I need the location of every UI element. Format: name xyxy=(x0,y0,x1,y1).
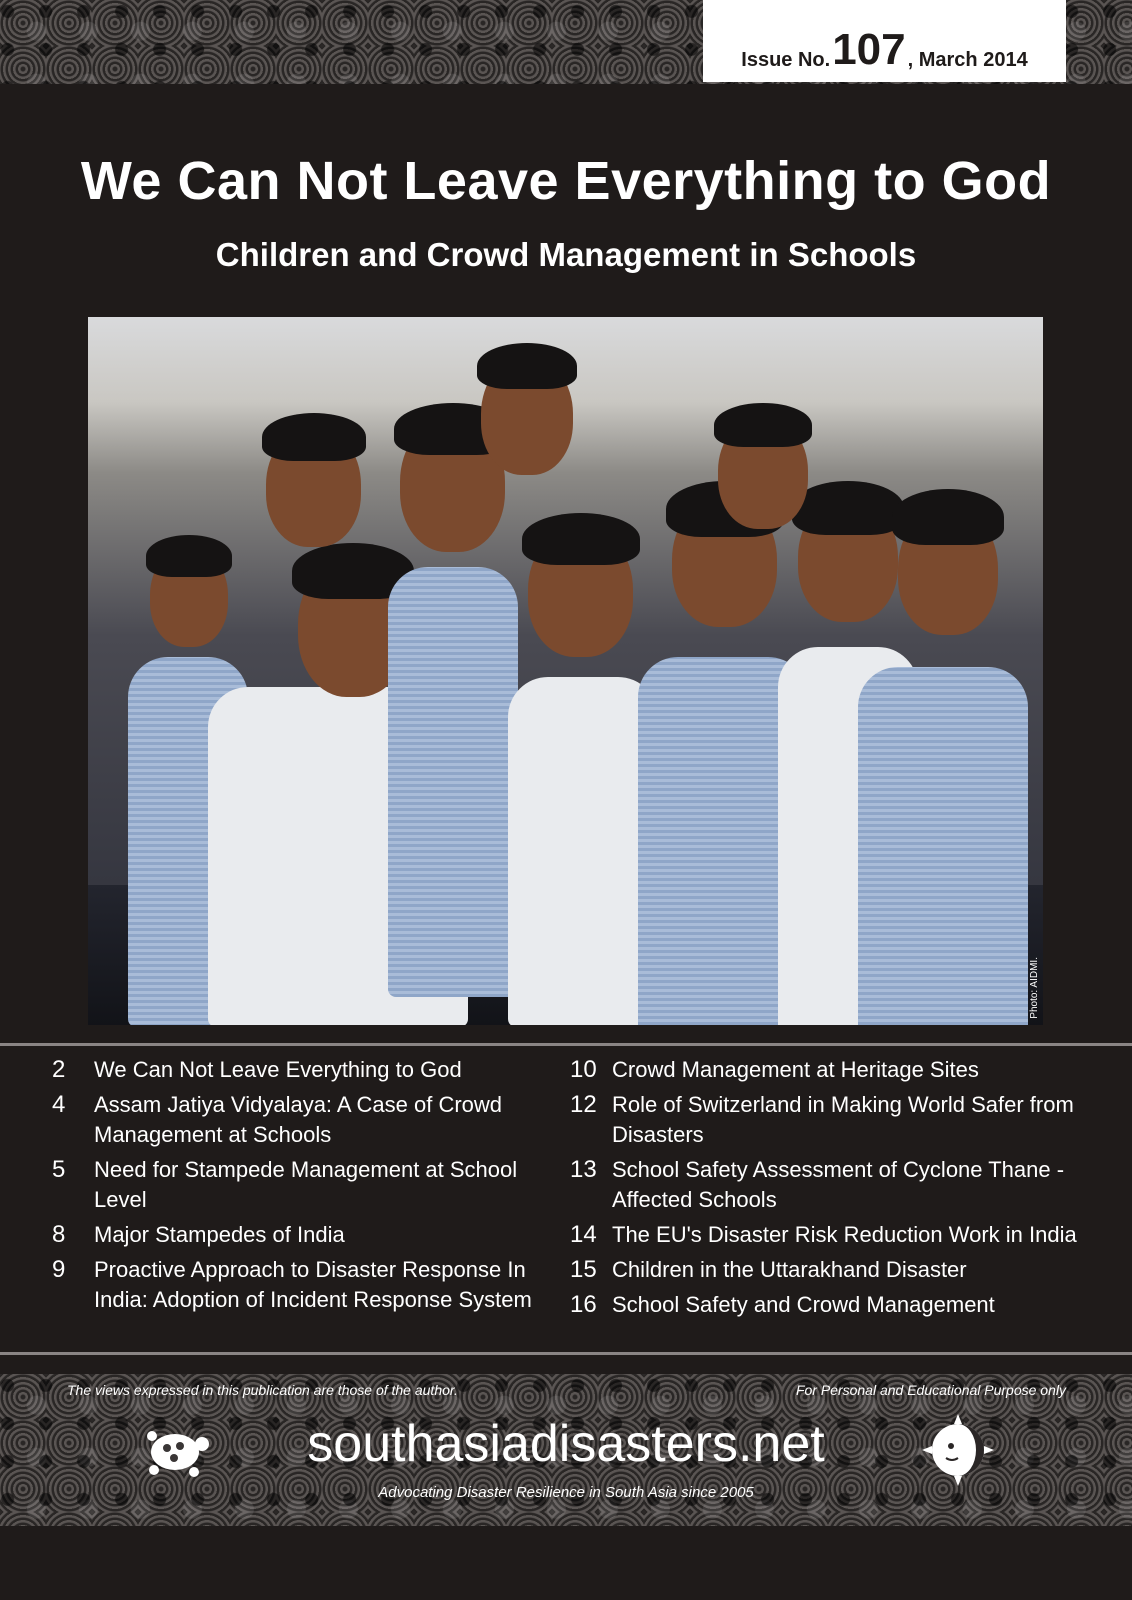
toc-page-number: 14 xyxy=(570,1221,597,1248)
toc-page-number: 5 xyxy=(52,1156,66,1183)
toc-title: Children in the Uttarakhand Disaster xyxy=(612,1257,967,1282)
toc-title: School Safety Assessment of Cyclone Thane - Affected Schools xyxy=(612,1157,1065,1212)
toc-page-number: 4 xyxy=(52,1091,66,1118)
toc-page-number: 16 xyxy=(570,1291,597,1318)
toc-title: We Can Not Leave Everything to God xyxy=(94,1057,462,1082)
toc-item[interactable] xyxy=(52,1255,552,1315)
toc-bottom-divider xyxy=(0,1352,1132,1355)
sun-face-logo-icon xyxy=(920,1412,996,1488)
toc-title: Assam Jatiya Vidyalaya: A Case of Crowd Management at Schools xyxy=(94,1092,503,1147)
toc-left-column xyxy=(52,1055,552,1320)
cover-subtitle: Children and Crowd Management in Schools xyxy=(215,236,917,273)
issue-number: 107 xyxy=(832,25,906,74)
toc-title: School Safety and Crowd Management xyxy=(612,1292,995,1317)
toc-item[interactable] xyxy=(570,1055,1090,1085)
toc-page-number: 12 xyxy=(570,1091,597,1118)
toc-item[interactable] xyxy=(52,1155,552,1215)
toc-title: Major Stampedes of India xyxy=(94,1222,345,1247)
toc-page-number: 13 xyxy=(570,1156,597,1183)
footer-band xyxy=(0,1374,1132,1526)
toc-top-divider xyxy=(0,1043,1132,1046)
toc-item[interactable] xyxy=(570,1290,1090,1320)
toc-title: Role of Switzerland in Making World Safer from Disasters xyxy=(612,1092,1074,1147)
toc-title: Proactive Approach to Disaster Response In India: Adoption of Incident Response System xyxy=(94,1257,532,1312)
toc-title: Need for Stampede Management at School Level xyxy=(94,1157,518,1212)
issue-prefix: Issue No. xyxy=(741,49,831,71)
toc-item[interactable] xyxy=(570,1090,1090,1150)
toc-title: The EU's Disaster Risk Reduction Work in India xyxy=(612,1222,1077,1247)
toc-item[interactable] xyxy=(52,1090,552,1150)
site-tagline: Advocating Disaster Resilience in South Asia since 2005 xyxy=(378,1484,754,1501)
toc-item[interactable] xyxy=(52,1055,552,1085)
toc-page-number: 2 xyxy=(52,1056,66,1083)
views-disclaimer: The views expressed in this publication are those of the author. xyxy=(67,1382,458,1398)
cover-photo xyxy=(88,317,1043,1025)
toc-item[interactable] xyxy=(570,1155,1090,1215)
toc-item[interactable] xyxy=(570,1255,1090,1285)
toc-page-number: 9 xyxy=(52,1256,66,1283)
toc-item[interactable] xyxy=(570,1220,1090,1250)
purpose-disclaimer: For Personal and Educational Purpose only xyxy=(795,1382,1066,1398)
toc-right-column xyxy=(570,1055,1090,1325)
toc-page-number: 15 xyxy=(570,1256,597,1283)
toc-page-number: 10 xyxy=(570,1056,597,1083)
site-name[interactable]: southasiadisasters.net xyxy=(307,1415,825,1473)
issue-label xyxy=(703,0,1066,82)
toc-item[interactable] xyxy=(52,1220,552,1250)
cover-title: We Can Not Leave Everything to God xyxy=(80,151,1052,211)
table-of-contents xyxy=(0,1055,1132,1345)
toc-page-number: 8 xyxy=(52,1221,66,1248)
photo-credit: Photo: AIDMI. xyxy=(1029,957,1040,1019)
toc-title: Crowd Management at Heritage Sites xyxy=(612,1057,979,1082)
issue-date: , March 2014 xyxy=(907,49,1028,71)
footer-strip xyxy=(0,1526,1132,1600)
